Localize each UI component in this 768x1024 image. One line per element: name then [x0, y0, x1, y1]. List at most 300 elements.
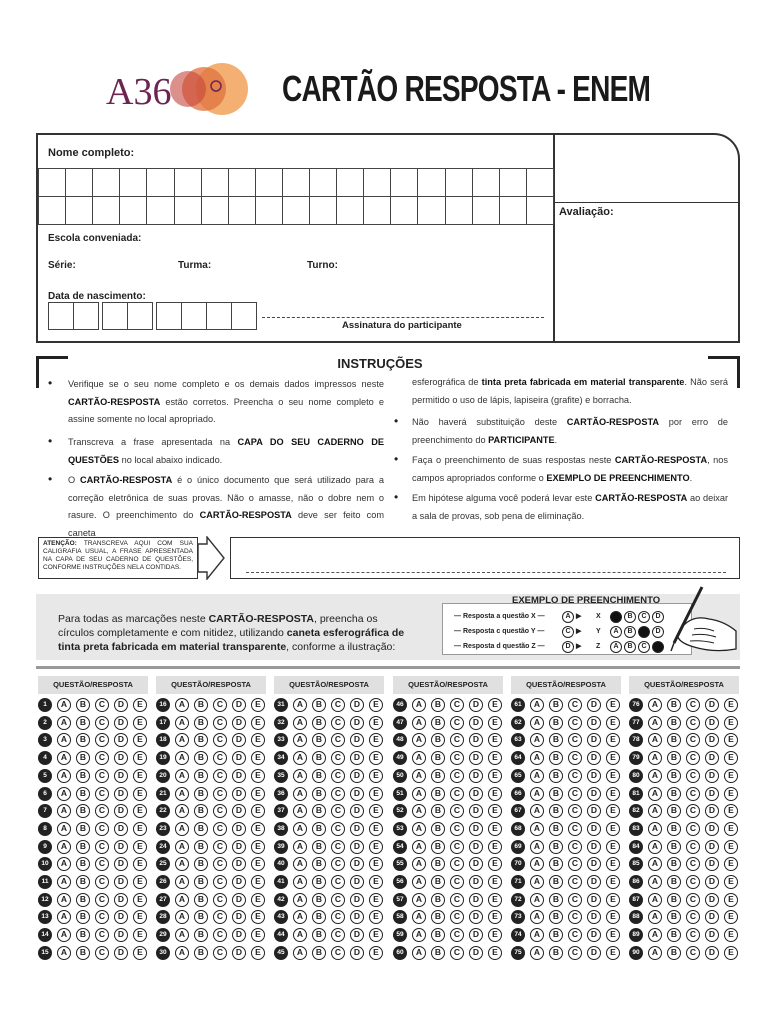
- answer-bubble[interactable]: D: [705, 840, 719, 854]
- answer-bubble[interactable]: A: [412, 822, 426, 836]
- signature-line[interactable]: [262, 317, 544, 318]
- answer-bubble[interactable]: E: [606, 804, 620, 818]
- name-cell[interactable]: [445, 168, 473, 197]
- answer-bubble[interactable]: D: [705, 769, 719, 783]
- answer-bubble[interactable]: A: [412, 946, 426, 960]
- answer-bubble[interactable]: A: [175, 910, 189, 924]
- answer-bubble[interactable]: B: [194, 769, 208, 783]
- answer-bubble[interactable]: A: [57, 822, 71, 836]
- answer-bubble[interactable]: C: [568, 928, 582, 942]
- answer-bubble[interactable]: E: [724, 893, 738, 907]
- answer-bubble[interactable]: D: [587, 804, 601, 818]
- answer-bubble[interactable]: E: [251, 875, 265, 889]
- name-cell[interactable]: [282, 168, 310, 197]
- answer-bubble[interactable]: B: [76, 928, 90, 942]
- answer-bubble[interactable]: E: [606, 857, 620, 871]
- answer-bubble[interactable]: A: [57, 733, 71, 747]
- answer-bubble[interactable]: E: [133, 893, 147, 907]
- answer-bubble[interactable]: E: [724, 840, 738, 854]
- answer-bubble[interactable]: B: [549, 698, 563, 712]
- answer-bubble[interactable]: B: [312, 946, 326, 960]
- answer-bubble[interactable]: B: [312, 857, 326, 871]
- answer-bubble[interactable]: C: [686, 822, 700, 836]
- answer-bubble[interactable]: A: [648, 946, 662, 960]
- answer-bubble[interactable]: B: [549, 804, 563, 818]
- answer-bubble[interactable]: E: [488, 928, 502, 942]
- answer-bubble[interactable]: D: [705, 804, 719, 818]
- answer-bubble[interactable]: D: [350, 946, 364, 960]
- answer-bubble[interactable]: A: [530, 893, 544, 907]
- answer-bubble[interactable]: A: [293, 733, 307, 747]
- birth-date-grid[interactable]: [48, 302, 252, 330]
- name-cell[interactable]: [336, 196, 364, 225]
- answer-bubble[interactable]: C: [213, 840, 227, 854]
- answer-bubble[interactable]: D: [350, 822, 364, 836]
- answer-bubble[interactable]: B: [76, 946, 90, 960]
- answer-bubble[interactable]: E: [133, 822, 147, 836]
- answer-bubble[interactable]: C: [686, 698, 700, 712]
- answer-bubble[interactable]: A: [412, 910, 426, 924]
- answer-bubble[interactable]: B: [194, 751, 208, 765]
- answer-bubble[interactable]: D: [232, 857, 246, 871]
- answer-bubble[interactable]: E: [488, 910, 502, 924]
- answer-bubble[interactable]: E: [369, 716, 383, 730]
- answer-bubble[interactable]: E: [488, 875, 502, 889]
- answer-bubble[interactable]: A: [530, 946, 544, 960]
- answer-bubble[interactable]: E: [724, 822, 738, 836]
- answer-bubble[interactable]: B: [76, 893, 90, 907]
- name-cell[interactable]: [499, 196, 527, 225]
- answer-bubble[interactable]: D: [587, 893, 601, 907]
- answer-bubble[interactable]: C: [213, 787, 227, 801]
- answer-bubble[interactable]: D: [350, 875, 364, 889]
- answer-bubble[interactable]: C: [95, 733, 109, 747]
- answer-bubble[interactable]: E: [606, 822, 620, 836]
- answer-bubble[interactable]: B: [549, 893, 563, 907]
- answer-bubble[interactable]: D: [114, 928, 128, 942]
- answer-bubble[interactable]: E: [369, 875, 383, 889]
- answer-bubble[interactable]: D: [469, 875, 483, 889]
- answer-bubble[interactable]: D: [114, 804, 128, 818]
- name-cell[interactable]: [92, 168, 120, 197]
- answer-bubble[interactable]: A: [648, 928, 662, 942]
- answer-bubble[interactable]: C: [331, 716, 345, 730]
- answer-bubble[interactable]: B: [431, 893, 445, 907]
- answer-bubble[interactable]: B: [76, 769, 90, 783]
- answer-bubble[interactable]: C: [213, 910, 227, 924]
- answer-bubble[interactable]: D: [469, 751, 483, 765]
- answer-bubble[interactable]: B: [667, 751, 681, 765]
- answer-bubble[interactable]: C: [95, 875, 109, 889]
- answer-bubble[interactable]: A: [412, 698, 426, 712]
- answer-bubble[interactable]: A: [175, 716, 189, 730]
- answer-bubble[interactable]: E: [606, 893, 620, 907]
- answer-bubble[interactable]: C: [331, 857, 345, 871]
- answer-bubble[interactable]: E: [251, 716, 265, 730]
- answer-bubble[interactable]: C: [331, 875, 345, 889]
- answer-bubble[interactable]: C: [95, 857, 109, 871]
- answer-bubble[interactable]: C: [213, 928, 227, 942]
- answer-bubble[interactable]: C: [213, 804, 227, 818]
- name-cell[interactable]: [201, 168, 229, 197]
- answer-bubble[interactable]: D: [469, 716, 483, 730]
- answer-bubble[interactable]: A: [175, 698, 189, 712]
- name-cell[interactable]: [499, 168, 527, 197]
- name-cell[interactable]: [336, 168, 364, 197]
- answer-bubble[interactable]: E: [488, 893, 502, 907]
- answer-bubble[interactable]: E: [488, 787, 502, 801]
- answer-bubble[interactable]: B: [431, 875, 445, 889]
- answer-bubble[interactable]: A: [175, 804, 189, 818]
- answer-bubble[interactable]: A: [57, 787, 71, 801]
- answer-bubble[interactable]: E: [133, 928, 147, 942]
- answer-bubble[interactable]: E: [133, 857, 147, 871]
- answer-bubble[interactable]: E: [724, 804, 738, 818]
- answer-bubble[interactable]: D: [705, 716, 719, 730]
- answer-bubble[interactable]: B: [667, 716, 681, 730]
- answer-bubble[interactable]: E: [251, 946, 265, 960]
- answer-bubble[interactable]: E: [369, 893, 383, 907]
- answer-bubble[interactable]: A: [175, 946, 189, 960]
- answer-bubble[interactable]: D: [350, 840, 364, 854]
- answer-bubble[interactable]: A: [530, 910, 544, 924]
- answer-bubble[interactable]: C: [95, 946, 109, 960]
- answer-bubble[interactable]: B: [667, 804, 681, 818]
- answer-bubble[interactable]: A: [412, 733, 426, 747]
- answer-bubble[interactable]: A: [530, 769, 544, 783]
- answer-bubble[interactable]: E: [369, 822, 383, 836]
- answer-bubble[interactable]: B: [431, 716, 445, 730]
- answer-bubble[interactable]: D: [469, 733, 483, 747]
- answer-bubble[interactable]: A: [293, 751, 307, 765]
- answer-bubble[interactable]: D: [232, 928, 246, 942]
- answer-bubble[interactable]: D: [469, 910, 483, 924]
- answer-bubble[interactable]: C: [450, 716, 464, 730]
- answer-bubble[interactable]: E: [724, 857, 738, 871]
- answer-bubble[interactable]: B: [312, 840, 326, 854]
- answer-bubble[interactable]: D: [469, 787, 483, 801]
- answer-bubble[interactable]: B: [194, 946, 208, 960]
- answer-bubble[interactable]: C: [450, 928, 464, 942]
- answer-bubble[interactable]: A: [412, 928, 426, 942]
- answer-bubble[interactable]: A: [648, 787, 662, 801]
- answer-bubble[interactable]: A: [293, 716, 307, 730]
- answer-bubble[interactable]: E: [133, 804, 147, 818]
- answer-bubble[interactable]: C: [95, 716, 109, 730]
- answer-bubble[interactable]: D: [114, 733, 128, 747]
- answer-bubble[interactable]: B: [431, 804, 445, 818]
- date-cell[interactable]: [102, 302, 128, 330]
- answer-bubble[interactable]: C: [95, 840, 109, 854]
- answer-bubble[interactable]: B: [549, 716, 563, 730]
- date-cell[interactable]: [127, 302, 153, 330]
- answer-bubble[interactable]: E: [369, 857, 383, 871]
- evaluation-field[interactable]: [556, 210, 738, 341]
- answer-bubble[interactable]: B: [431, 822, 445, 836]
- answer-bubble[interactable]: C: [331, 787, 345, 801]
- answer-bubble[interactable]: A: [412, 840, 426, 854]
- answer-bubble[interactable]: C: [686, 910, 700, 924]
- answer-bubble[interactable]: D: [469, 928, 483, 942]
- answer-bubble[interactable]: D: [350, 769, 364, 783]
- answer-bubble[interactable]: C: [450, 822, 464, 836]
- answer-bubble[interactable]: A: [293, 769, 307, 783]
- name-cell[interactable]: [472, 168, 500, 197]
- answer-bubble[interactable]: B: [431, 787, 445, 801]
- answer-bubble[interactable]: C: [686, 804, 700, 818]
- answer-bubble[interactable]: B: [312, 804, 326, 818]
- answer-bubble[interactable]: B: [667, 857, 681, 871]
- answer-bubble[interactable]: E: [133, 769, 147, 783]
- answer-bubble[interactable]: D: [232, 946, 246, 960]
- answer-bubble[interactable]: B: [667, 698, 681, 712]
- answer-bubble[interactable]: A: [175, 875, 189, 889]
- answer-bubble[interactable]: A: [57, 857, 71, 871]
- answer-bubble[interactable]: C: [568, 698, 582, 712]
- answer-bubble[interactable]: E: [133, 840, 147, 854]
- name-cell[interactable]: [472, 196, 500, 225]
- name-cell[interactable]: [119, 196, 147, 225]
- answer-bubble[interactable]: A: [412, 804, 426, 818]
- answer-bubble[interactable]: A: [175, 733, 189, 747]
- answer-bubble[interactable]: C: [331, 910, 345, 924]
- answer-bubble[interactable]: E: [369, 804, 383, 818]
- answer-bubble[interactable]: A: [648, 804, 662, 818]
- answer-bubble[interactable]: D: [469, 857, 483, 871]
- answer-bubble[interactable]: C: [95, 910, 109, 924]
- answer-bubble[interactable]: C: [213, 733, 227, 747]
- answer-bubble[interactable]: E: [724, 787, 738, 801]
- answer-bubble[interactable]: A: [648, 840, 662, 854]
- answer-bubble[interactable]: D: [469, 804, 483, 818]
- answer-bubble[interactable]: E: [251, 822, 265, 836]
- answer-bubble[interactable]: B: [312, 787, 326, 801]
- answer-bubble[interactable]: D: [587, 857, 601, 871]
- answer-bubble[interactable]: A: [293, 822, 307, 836]
- answer-bubble[interactable]: E: [724, 716, 738, 730]
- answer-bubble[interactable]: E: [488, 716, 502, 730]
- answer-bubble[interactable]: D: [705, 698, 719, 712]
- answer-bubble[interactable]: D: [587, 769, 601, 783]
- answer-bubble[interactable]: D: [469, 698, 483, 712]
- answer-bubble[interactable]: D: [232, 875, 246, 889]
- answer-bubble[interactable]: D: [114, 857, 128, 871]
- name-cell[interactable]: [309, 168, 337, 197]
- answer-bubble[interactable]: A: [57, 875, 71, 889]
- answer-bubble[interactable]: E: [606, 787, 620, 801]
- name-cell[interactable]: [282, 196, 310, 225]
- answer-bubble[interactable]: D: [350, 733, 364, 747]
- answer-bubble[interactable]: B: [194, 787, 208, 801]
- answer-bubble[interactable]: A: [293, 804, 307, 818]
- answer-bubble[interactable]: C: [450, 751, 464, 765]
- answer-bubble[interactable]: A: [530, 716, 544, 730]
- answer-bubble[interactable]: A: [293, 875, 307, 889]
- answer-bubble[interactable]: B: [431, 928, 445, 942]
- answer-bubble[interactable]: D: [705, 875, 719, 889]
- name-cell[interactable]: [390, 168, 418, 197]
- answer-bubble[interactable]: E: [251, 733, 265, 747]
- answer-bubble[interactable]: A: [57, 716, 71, 730]
- answer-bubble[interactable]: A: [57, 840, 71, 854]
- answer-bubble[interactable]: E: [251, 910, 265, 924]
- answer-bubble[interactable]: D: [705, 893, 719, 907]
- answer-bubble[interactable]: B: [76, 840, 90, 854]
- answer-bubble[interactable]: A: [293, 893, 307, 907]
- answer-bubble[interactable]: C: [686, 928, 700, 942]
- date-cell[interactable]: [48, 302, 74, 330]
- name-cell[interactable]: [228, 168, 256, 197]
- answer-bubble[interactable]: B: [194, 910, 208, 924]
- answer-bubble[interactable]: E: [606, 769, 620, 783]
- answer-bubble[interactable]: A: [293, 787, 307, 801]
- answer-bubble[interactable]: D: [232, 787, 246, 801]
- answer-bubble[interactable]: C: [450, 875, 464, 889]
- answer-bubble[interactable]: C: [331, 733, 345, 747]
- answer-bubble[interactable]: E: [724, 733, 738, 747]
- answer-bubble[interactable]: D: [114, 840, 128, 854]
- answer-bubble[interactable]: C: [450, 769, 464, 783]
- answer-bubble[interactable]: A: [175, 787, 189, 801]
- answer-bubble[interactable]: D: [469, 893, 483, 907]
- answer-bubble[interactable]: D: [114, 893, 128, 907]
- answer-bubble[interactable]: A: [175, 857, 189, 871]
- answer-bubble[interactable]: B: [312, 716, 326, 730]
- answer-bubble[interactable]: B: [194, 822, 208, 836]
- answer-bubble[interactable]: A: [648, 875, 662, 889]
- answer-bubble[interactable]: C: [213, 822, 227, 836]
- answer-bubble[interactable]: B: [549, 910, 563, 924]
- answer-bubble[interactable]: B: [194, 875, 208, 889]
- answer-bubble[interactable]: A: [175, 928, 189, 942]
- answer-bubble[interactable]: C: [213, 946, 227, 960]
- answer-bubble[interactable]: A: [57, 769, 71, 783]
- answer-bubble[interactable]: D: [232, 698, 246, 712]
- answer-bubble[interactable]: D: [587, 751, 601, 765]
- date-cell[interactable]: [156, 302, 182, 330]
- answer-bubble[interactable]: A: [293, 840, 307, 854]
- name-cell[interactable]: [309, 196, 337, 225]
- answer-bubble[interactable]: D: [705, 857, 719, 871]
- answer-bubble[interactable]: B: [312, 928, 326, 942]
- answer-bubble[interactable]: A: [412, 751, 426, 765]
- answer-bubble[interactable]: D: [705, 928, 719, 942]
- answer-bubble[interactable]: C: [213, 875, 227, 889]
- answer-bubble[interactable]: D: [705, 946, 719, 960]
- answer-bubble[interactable]: D: [114, 946, 128, 960]
- answer-bubble[interactable]: B: [194, 857, 208, 871]
- answer-bubble[interactable]: D: [350, 893, 364, 907]
- answer-bubble[interactable]: D: [705, 787, 719, 801]
- answer-bubble[interactable]: A: [412, 857, 426, 871]
- answer-bubble[interactable]: C: [331, 946, 345, 960]
- name-cell[interactable]: [390, 196, 418, 225]
- answer-bubble[interactable]: B: [76, 698, 90, 712]
- answer-bubble[interactable]: B: [549, 840, 563, 854]
- answer-bubble[interactable]: D: [350, 698, 364, 712]
- answer-bubble[interactable]: B: [76, 733, 90, 747]
- name-cell[interactable]: [445, 196, 473, 225]
- answer-bubble[interactable]: A: [530, 733, 544, 747]
- answer-bubble[interactable]: C: [686, 946, 700, 960]
- answer-bubble[interactable]: A: [175, 751, 189, 765]
- answer-bubble[interactable]: A: [530, 822, 544, 836]
- answer-bubble[interactable]: E: [606, 946, 620, 960]
- answer-bubble[interactable]: C: [95, 893, 109, 907]
- answer-bubble[interactable]: D: [587, 928, 601, 942]
- answer-bubble[interactable]: A: [530, 875, 544, 889]
- answer-bubble[interactable]: C: [450, 804, 464, 818]
- answer-bubble[interactable]: A: [530, 787, 544, 801]
- answer-bubble[interactable]: B: [312, 751, 326, 765]
- answer-bubble[interactable]: D: [587, 733, 601, 747]
- answer-bubble[interactable]: B: [549, 733, 563, 747]
- answer-bubble[interactable]: D: [114, 769, 128, 783]
- answer-bubble[interactable]: D: [232, 804, 246, 818]
- answer-bubble[interactable]: C: [331, 698, 345, 712]
- answer-bubble[interactable]: D: [469, 946, 483, 960]
- answer-bubble[interactable]: C: [213, 893, 227, 907]
- answer-bubble[interactable]: A: [648, 751, 662, 765]
- answer-bubble[interactable]: B: [549, 751, 563, 765]
- answer-bubble[interactable]: D: [232, 910, 246, 924]
- answer-bubble[interactable]: E: [724, 698, 738, 712]
- answer-bubble[interactable]: E: [724, 946, 738, 960]
- answer-bubble[interactable]: B: [667, 893, 681, 907]
- answer-bubble[interactable]: C: [213, 769, 227, 783]
- name-cell[interactable]: [363, 196, 391, 225]
- answer-bubble[interactable]: D: [587, 787, 601, 801]
- answer-bubble[interactable]: C: [450, 698, 464, 712]
- answer-bubble[interactable]: E: [606, 840, 620, 854]
- name-grid[interactable]: [38, 168, 553, 224]
- answer-bubble[interactable]: E: [606, 928, 620, 942]
- answer-bubble[interactable]: B: [76, 875, 90, 889]
- answer-bubble[interactable]: D: [232, 751, 246, 765]
- answer-bubble[interactable]: D: [587, 716, 601, 730]
- name-cell[interactable]: [146, 196, 174, 225]
- answer-bubble[interactable]: E: [724, 875, 738, 889]
- answer-bubble[interactable]: C: [450, 857, 464, 871]
- answer-bubble[interactable]: A: [530, 804, 544, 818]
- answer-bubble[interactable]: E: [133, 751, 147, 765]
- answer-bubble[interactable]: C: [686, 751, 700, 765]
- answer-bubble[interactable]: C: [686, 893, 700, 907]
- answer-bubble[interactable]: C: [568, 822, 582, 836]
- answer-bubble[interactable]: C: [95, 769, 109, 783]
- answer-bubble[interactable]: B: [549, 857, 563, 871]
- answer-bubble[interactable]: E: [606, 910, 620, 924]
- answer-bubble[interactable]: C: [686, 875, 700, 889]
- answer-bubble[interactable]: B: [667, 910, 681, 924]
- answer-bubble[interactable]: C: [331, 751, 345, 765]
- answer-bubble[interactable]: B: [667, 733, 681, 747]
- answer-bubble[interactable]: E: [133, 910, 147, 924]
- answer-bubble[interactable]: A: [530, 751, 544, 765]
- answer-bubble[interactable]: B: [312, 822, 326, 836]
- answer-bubble[interactable]: E: [133, 716, 147, 730]
- answer-bubble[interactable]: C: [686, 840, 700, 854]
- answer-bubble[interactable]: E: [251, 840, 265, 854]
- answer-bubble[interactable]: E: [369, 698, 383, 712]
- answer-bubble[interactable]: D: [705, 751, 719, 765]
- answer-bubble[interactable]: B: [76, 857, 90, 871]
- answer-bubble[interactable]: C: [686, 769, 700, 783]
- name-cell[interactable]: [174, 196, 202, 225]
- answer-bubble[interactable]: D: [114, 787, 128, 801]
- answer-bubble[interactable]: C: [568, 716, 582, 730]
- date-cell[interactable]: [206, 302, 232, 330]
